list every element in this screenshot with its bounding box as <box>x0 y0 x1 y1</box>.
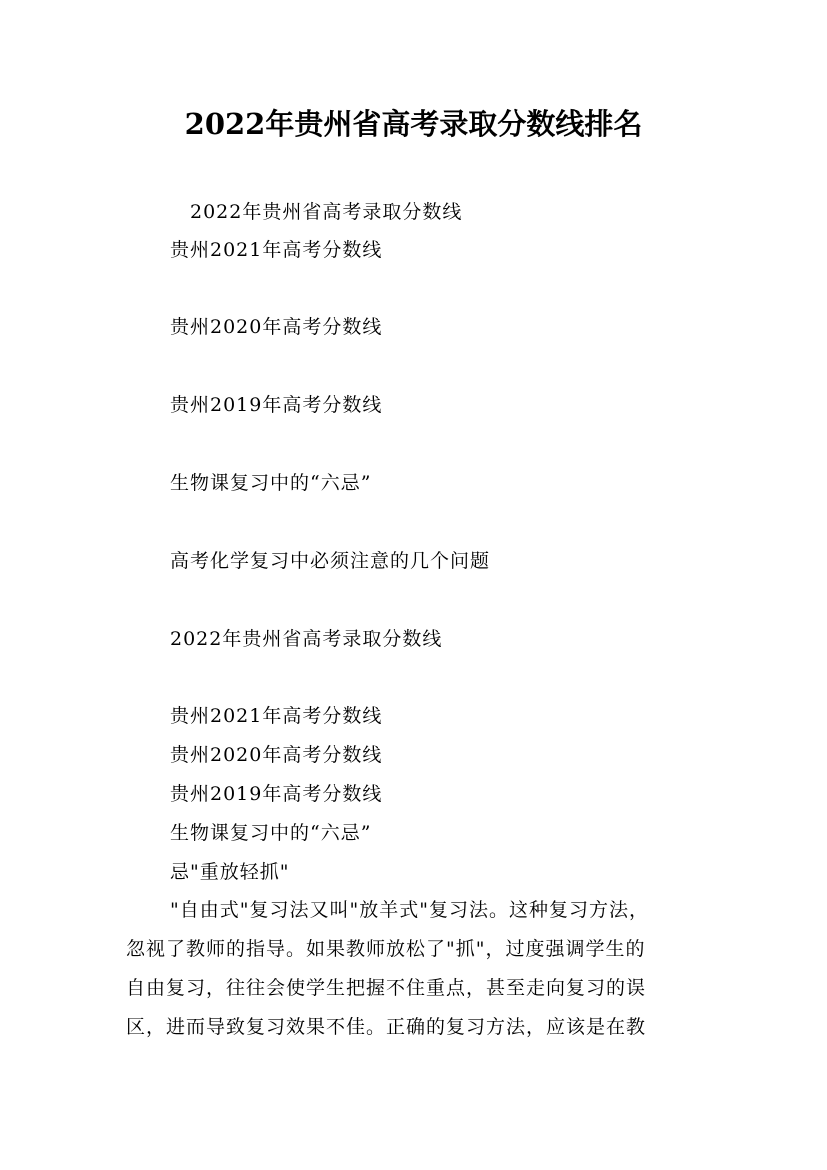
list-item: 贵州2019年高考分数线 <box>170 783 383 805</box>
toc-item: 高考化学复习中必须注意的几个问题 <box>170 550 491 572</box>
subheading: 忌"重放轻抓" <box>170 861 290 883</box>
toc-item: 贵州2020年高考分数线 <box>170 316 383 338</box>
list-item: 贵州2021年高考分数线 <box>170 705 383 727</box>
list-item: 贵州2020年高考分数线 <box>170 744 383 766</box>
list-item: 生物课复习中的“六忌” <box>170 822 372 844</box>
toc-item: 贵州2019年高考分数线 <box>170 394 383 416</box>
paragraph-line: 忽视了教师的指导。如果教师放松了"抓"，过度强调学生的 <box>126 938 646 960</box>
toc-item: 2022年贵州省高考录取分数线 <box>190 201 463 223</box>
paragraph-line: 区，进而导致复习效果不佳。正确的复习方法，应该是在教 <box>126 1016 647 1038</box>
toc-item: 生物课复习中的“六忌” <box>170 472 372 494</box>
paragraph-line: "自由式"复习法又叫"放羊式"复习法。这种复习方法， <box>170 899 649 921</box>
section-heading: 2022年贵州省高考录取分数线 <box>170 628 443 650</box>
toc-item: 贵州2021年高考分数线 <box>170 239 383 261</box>
document-title: 2022年贵州省高考录取分数线排名 <box>184 107 643 141</box>
paragraph-line: 自由复习，往往会使学生把握不住重点，甚至走向复习的误 <box>126 977 647 999</box>
